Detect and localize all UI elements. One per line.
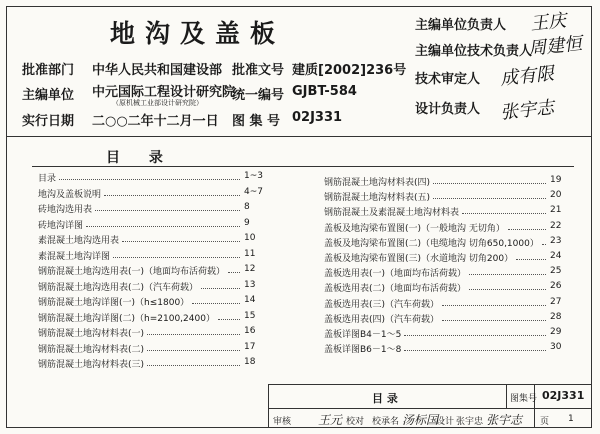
review-signature: 王元 [318, 413, 343, 427]
toc-entry-text: 盖板选用表(三)（汽车荷载） [324, 299, 440, 310]
toc-entry-page: 16 [244, 326, 256, 336]
page-label: 页 [540, 417, 550, 427]
chief-unit-head-signature: 王庆 [529, 10, 568, 35]
toc-leader-dots [218, 319, 240, 320]
toc-entry-text: 目录 [38, 174, 57, 184]
toc-entry-text: 钢筋混凝土及素混凝土地沟材料表 [324, 208, 460, 219]
toc-entry-page: 17 [244, 341, 256, 352]
toc-leader-dots [508, 229, 546, 230]
toc-title: 目 录 [106, 150, 175, 166]
toc-leader-dots [147, 334, 240, 335]
toc-leader-dots [59, 179, 240, 180]
toc-entry-text: 盖板选用表(四)（汽车荷载） [324, 314, 440, 325]
toc-entry-page: 18 [244, 357, 256, 367]
toc-entry-text: 钢筋混凝土地沟材料表(三) [38, 360, 145, 370]
toc-entry-page: 15 [244, 310, 256, 321]
editor-unit-value: 中元国际工程设计研究院 [92, 85, 236, 100]
atlas-number-value: 02J331 [542, 389, 585, 402]
toc-entry-page: 24 [550, 251, 562, 261]
approval-dept-value: 中华人民共和国建设部 [92, 63, 223, 78]
toc-leader-dots [147, 365, 240, 366]
atlas-title: 地沟及盖板 [110, 19, 286, 48]
toc-leader-dots [516, 259, 546, 260]
toc-entry-page: 8 [244, 202, 250, 212]
toc-title-underline [32, 166, 574, 167]
unified-no-label: 统一编号 [232, 88, 285, 103]
toc-entry-text: 盖板及地沟梁布置图(一)（一般地沟 无切角） [324, 223, 505, 234]
chief-tech-head-label: 主编单位技术负责人 [415, 44, 533, 59]
design-head-signature: 张宇志 [499, 97, 556, 124]
toc-entry-text: 钢筋混凝土地沟选用表(二)（汽车荷载） [38, 282, 199, 293]
proof-signature: 汤标国 [402, 413, 439, 427]
page-number: 1 [568, 414, 574, 424]
toc-entry-text: 盖板选用表(二)（地面均布活荷载） [324, 284, 467, 295]
toc-entry-page: 22 [550, 220, 562, 231]
tech-reviewer-label: 技术审定人 [415, 72, 481, 87]
design-head-label: 设计负责人 [415, 102, 481, 117]
unified-no-value: GJBT-584 [292, 84, 357, 99]
toc-entry-page: 4~7 [244, 186, 263, 197]
toc-leader-dots [404, 350, 546, 351]
toc-entry-text: 砖地沟详图 [38, 220, 84, 231]
check-label: 校对 [346, 417, 365, 427]
toc-leader-dots [86, 226, 240, 227]
toc-entry-text: 钢筋混凝土地沟材料表(一) [38, 329, 145, 339]
header-divider [6, 136, 592, 137]
toc-leader-dots [122, 241, 240, 242]
toc-entry-text: 盖板详图B4－1～5 [324, 330, 402, 340]
title-block-name: 目 录 [372, 392, 398, 405]
toc-entry-page: 23 [550, 235, 562, 246]
toc-leader-dots [404, 335, 546, 336]
toc-entry-text: 钢筋混凝土地沟详图(一)（h≤1800） [38, 298, 190, 308]
toc-entry-text: 钢筋混凝土地沟选用表(一)（地面均布活荷载） [38, 267, 226, 277]
title-block-left-line [268, 384, 269, 428]
toc-leader-dots [442, 320, 546, 321]
approval-no-label: 批准文号 [232, 63, 285, 78]
toc-entry-page: 10 [244, 233, 256, 243]
toc-entry-text: 钢筋混凝土地沟材料表(五) [324, 193, 431, 204]
toc-entry-page: 21 [550, 205, 562, 216]
toc-entry-page: 28 [550, 311, 562, 322]
toc-leader-dots [228, 272, 240, 273]
toc-entry-text: 砖地沟选用表 [38, 205, 93, 215]
title-block-divider-1 [506, 384, 507, 408]
tech-reviewer-signature: 成有限 [499, 63, 556, 90]
toc-entry-page: 29 [550, 327, 562, 337]
title-block-top-line [268, 384, 592, 385]
toc-entry-text: 素混凝土地沟详图 [38, 251, 111, 262]
toc-entry-text: 钢筋混凝土地沟详图(二)（h=2100,2400） [38, 313, 215, 324]
toc-entry-text: 钢筋混凝土地沟材料表(四) [324, 178, 431, 188]
toc-entry-page: 19 [550, 175, 562, 185]
toc-entry-page: 20 [550, 190, 562, 201]
designer-name: 张宇忠 [456, 417, 484, 427]
toc-leader-dots [469, 274, 546, 275]
toc-leader-dots [201, 288, 240, 289]
approval-no-value: 建质[2002]236号 [292, 63, 407, 78]
toc-entry-text: 钢筋混凝土地沟材料表(二) [38, 344, 145, 355]
toc-entry-page: 12 [244, 264, 256, 274]
toc-entry-text: 地沟及盖板说明 [38, 189, 102, 200]
toc-leader-dots [442, 305, 546, 306]
effective-date-value: 二○○二年十二月一日 [92, 114, 219, 129]
editor-unit-label: 主编单位 [22, 88, 75, 103]
editor-unit-note: （原机械工业部设计研究院） [112, 99, 203, 107]
designer-signature: 张宇志 [486, 413, 523, 427]
toc-entry-page: 11 [244, 248, 256, 259]
toc-leader-dots [469, 289, 546, 290]
toc-leader-dots [542, 244, 546, 245]
toc-entry-page: 25 [550, 266, 562, 277]
toc-entry-page: 26 [550, 281, 562, 292]
toc-entry-page: 14 [244, 295, 256, 305]
toc-entry-text: 盖板详图B6－1～8 [324, 345, 402, 356]
title-block-mid-line [268, 408, 592, 409]
proof-label: 校承名 [372, 417, 400, 427]
toc-leader-dots [113, 257, 240, 258]
design-label: 设计 [436, 417, 455, 427]
toc-entry-text: 盖板及地沟梁布置图(二)（电缆地沟 切角650,1000） [324, 238, 539, 249]
atlas-no-value: 02J331 [292, 110, 343, 125]
toc-entry-page: 9 [244, 217, 250, 228]
toc-entry-text: 盖板选用表(一)（地面均布活荷载） [324, 269, 467, 280]
approval-dept-label: 批准部门 [22, 63, 75, 78]
toc-entry-text: 素混凝土地沟选用表 [38, 236, 120, 246]
review-label: 审核 [273, 417, 292, 427]
toc-leader-dots [104, 195, 240, 196]
chief-unit-head-label: 主编单位负责人 [415, 18, 507, 33]
toc-entry-page: 30 [550, 342, 562, 353]
toc-leader-dots [192, 303, 240, 304]
toc-entry-page: 1~3 [244, 171, 263, 181]
toc-entry-text: 盖板及地沟梁布置图(三)（水道地沟 切角200） [324, 254, 514, 264]
chief-tech-head-signature: 周建恒 [527, 33, 584, 60]
toc-entry-page: 13 [244, 279, 256, 290]
toc-leader-dots [433, 183, 546, 184]
toc-leader-dots [147, 350, 240, 351]
toc-entry-page: 27 [550, 296, 562, 307]
atlas-no-label: 图 集 号 [232, 114, 281, 129]
toc-leader-dots [462, 213, 546, 214]
toc-leader-dots [95, 210, 240, 211]
effective-date-label: 实行日期 [22, 114, 75, 129]
toc-leader-dots [433, 198, 546, 199]
atlas-number-label: 图集号 [510, 394, 538, 404]
